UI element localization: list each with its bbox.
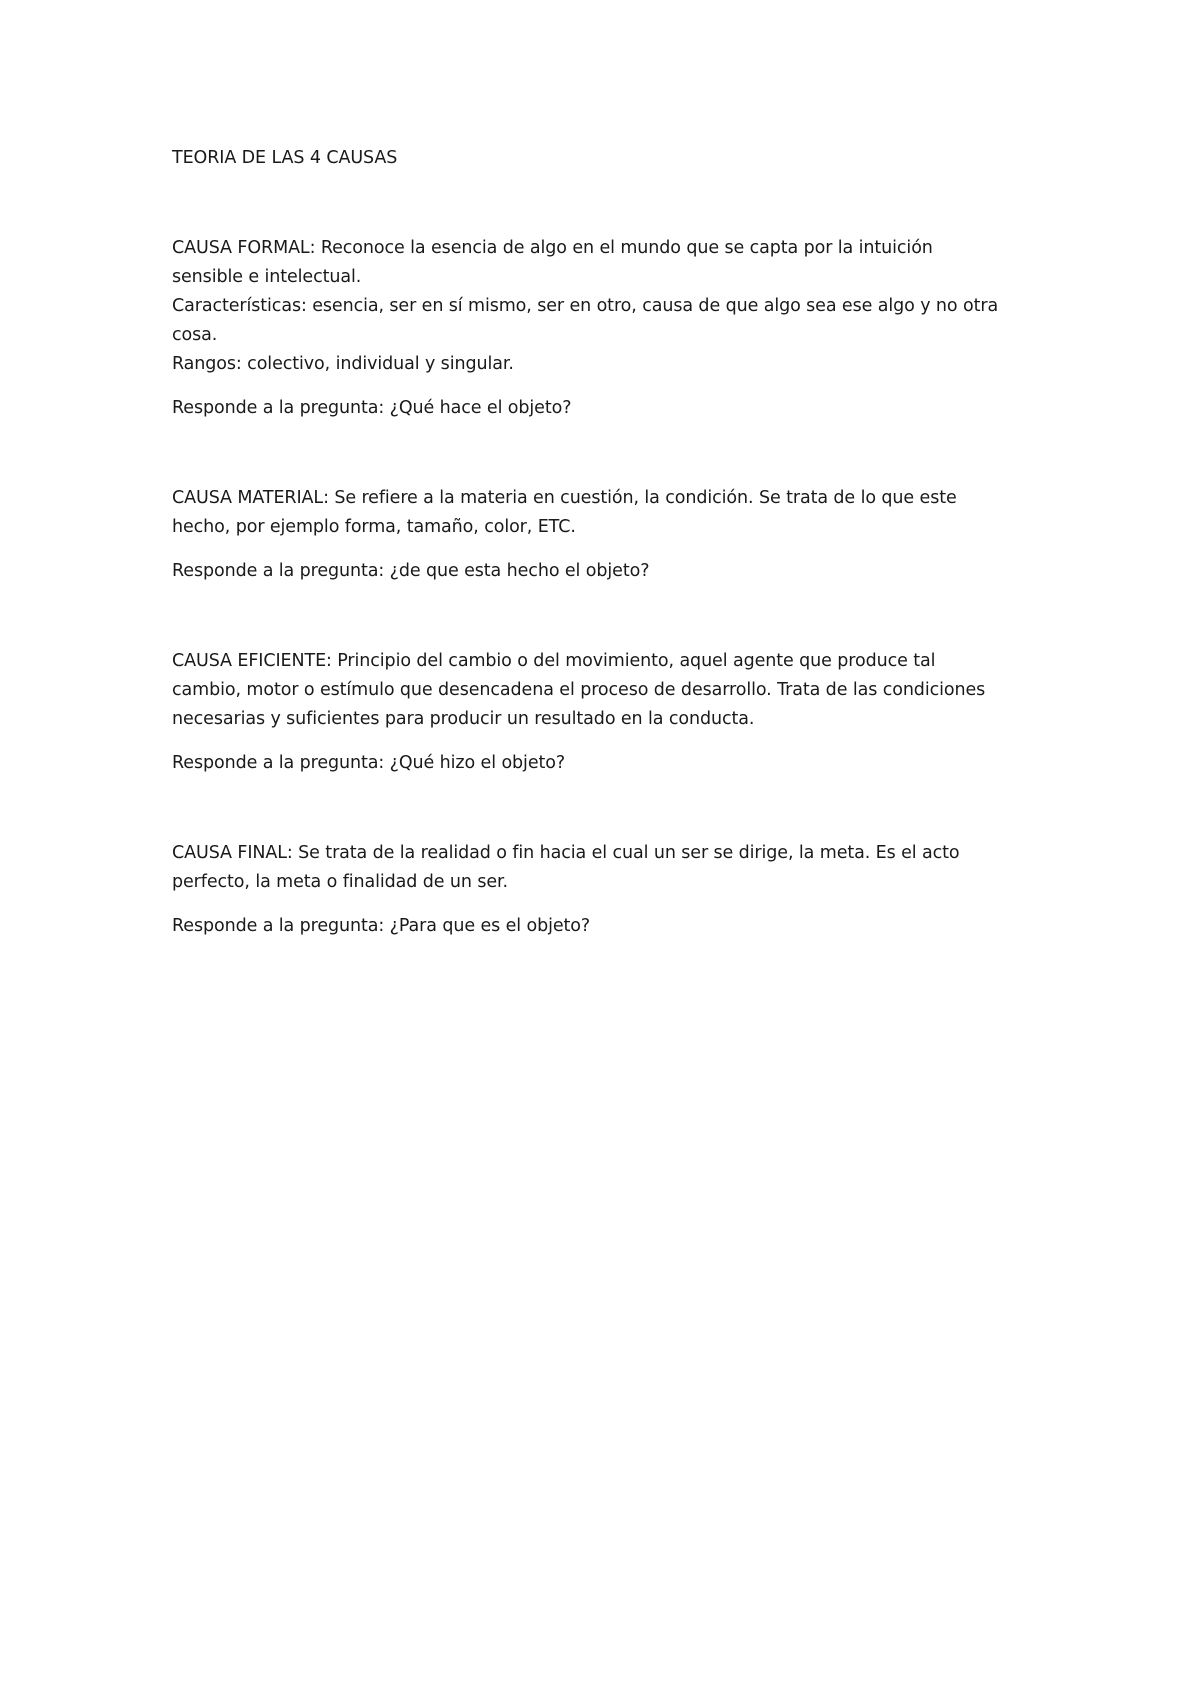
paragraph-line: Características: esencia, ser en sí mismo, ser en otro, causa de que algo sea ese algo y no otra (172, 296, 999, 316)
section-causa-formal (172, 234, 1032, 423)
question-line: Responde a la pregunta: ¿Qué hizo el objeto? (172, 753, 566, 773)
section-causa-material (172, 484, 1032, 586)
document-body (172, 144, 1032, 941)
paragraph-line: CAUSA MATERIAL: Se refiere a la materia en cuestión, la condición. Se trata de lo que este (172, 488, 957, 508)
section-spacer (172, 586, 1032, 647)
paragraph-line: perfecto, la meta o finalidad de un ser. (172, 872, 508, 892)
section-spacer (172, 423, 1032, 484)
section-causa-final (172, 839, 1032, 941)
section-spacer (172, 778, 1032, 839)
paragraph-line: CAUSA EFICIENTE: Principio del cambio o del movimiento, aquel agente que produce tal (172, 651, 936, 671)
paragraph-line: sensible e intelectual. (172, 267, 362, 287)
paragraph-line: necesarias y suficientes para producir un resultado en la conducta. (172, 709, 755, 729)
paragraph-line: cosa. (172, 325, 218, 345)
paragraph-line: CAUSA FINAL: Se trata de la realidad o fin hacia el cual un ser se dirige, la meta. Es el acto (172, 843, 960, 863)
question-line: Responde a la pregunta: ¿de que esta hecho el objeto? (172, 561, 650, 581)
paragraph-line: hecho, por ejemplo forma, tamaño, color, ETC. (172, 517, 576, 537)
paragraph-line: CAUSA FORMAL: Reconoce la esencia de algo en el mundo que se capta por la intuición (172, 238, 933, 258)
question-line: Responde a la pregunta: ¿Qué hace el objeto? (172, 398, 572, 418)
question-line: Responde a la pregunta: ¿Para que es el objeto? (172, 916, 591, 936)
paragraph-line: cambio, motor o estímulo que desencadena el proceso de desarrollo. Trata de las condiciones (172, 680, 986, 700)
paragraph-line: Rangos: colectivo, individual y singular. (172, 354, 514, 374)
section-causa-eficiente (172, 647, 1032, 778)
document-title: TEORIA DE LAS 4 CAUSAS (172, 148, 398, 168)
